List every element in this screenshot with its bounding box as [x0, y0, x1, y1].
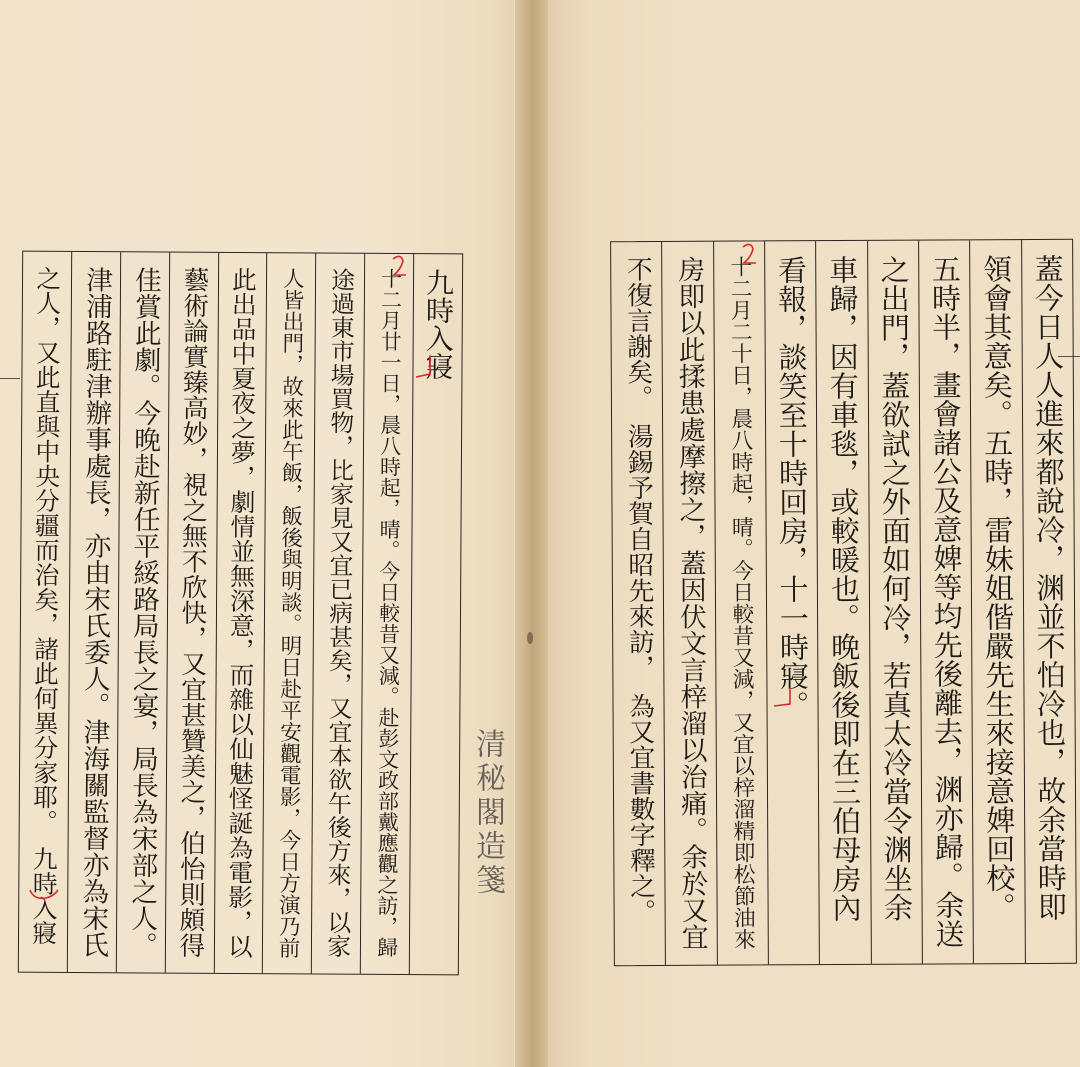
column-text: 車歸，因有車毯，或較暖也。晚飯後即在三伯母房內: [825, 254, 863, 923]
column-text: 九時入寢: [421, 268, 456, 381]
column-text: 之人，又此直與中央分疆而治矣，諸此何異分家耶。 九時入寢: [29, 265, 63, 946]
page-edge-tick: [0, 378, 20, 379]
paper-maker-label: 清秘閣造箋: [470, 728, 505, 898]
column-text: 不復言謝矣。 湯錫予賀自昭先來訪， 為又宜書數字釋之。: [622, 255, 656, 925]
manuscript-column: [117, 252, 170, 972]
column-text: 人皆出門，故來此午飯，飯後與明談。明日赴平安觀電影，今日方演乃前: [275, 267, 305, 959]
manuscript-column: [1022, 240, 1076, 963]
manuscript-column: [662, 242, 717, 965]
manuscript-column: [263, 253, 316, 973]
column-text: 途過東市場買物，比家見又宜已病甚矣，又宜本欲午後方來，以家: [323, 267, 356, 958]
manuscript-column: [919, 240, 974, 963]
ink-spot: [527, 632, 533, 644]
manuscript-column: [611, 242, 666, 965]
column-text: 十二月廿一日，晨八時起，晴。今日較昔又減。赴彭文政部戴應觀之訪，歸: [373, 267, 402, 958]
column-text: 房即以此揉患處摩擦之，蓋因伏文言梓溜以治痛。余於又宜: [673, 255, 708, 951]
manuscript-column: [714, 241, 769, 964]
column-text: 津浦路駐津辦事處長，亦由宋氏委人。津海關監督亦為宋氏: [77, 266, 113, 958]
manuscript-column: [312, 253, 365, 973]
column-text: 十二月二十日，晨八時起，晴。今日較昔又減，又宜以梓溜精即松節油來: [726, 255, 756, 951]
left-page-ruled-grid: [18, 251, 463, 976]
column-text: 看報，談笑至十時回房，十一時寢。: [773, 255, 811, 720]
column-text: 蓋今日人人進來都說冷，渊並不怕冷也，故余當時即: [1030, 253, 1068, 922]
right-page-ruled-grid: [610, 239, 1077, 966]
column-text: 之出門，蓋欲試之外面如何冷，若真太冷當令渊坐余: [876, 254, 915, 922]
manuscript-column: [765, 241, 820, 964]
manuscript-column: [816, 241, 871, 964]
manuscript-column: [361, 254, 414, 974]
column-text: 佳賞此劇。今晚赴新任平綏路局長之宴，局長為宋部之人。: [125, 266, 162, 959]
manuscript-column: [970, 240, 1025, 963]
manuscript-column: [214, 253, 267, 973]
column-text: 藝術論實臻高妙，視之無不欣快，又宜甚贊美之，伯怡則頗得: [175, 266, 210, 958]
manuscript-column: [868, 241, 923, 964]
column-text: 五時半，畫會諸公及意婢等均先後離去，渊亦歸。余送: [927, 254, 966, 949]
column-text: 此出品中夏夜之夢，劇情並無深意，而雜以仙魅怪誕為電影，以: [224, 266, 258, 959]
manuscript-column: [19, 252, 72, 972]
manuscript-column: [410, 254, 462, 974]
manuscript-column: [165, 253, 218, 973]
book-gutter: [514, 0, 548, 1067]
column-text: 領會其意矣。五時，雷妹姐偕嚴先生來接意婢回校。: [979, 254, 1017, 922]
manuscript-column: [68, 252, 121, 972]
